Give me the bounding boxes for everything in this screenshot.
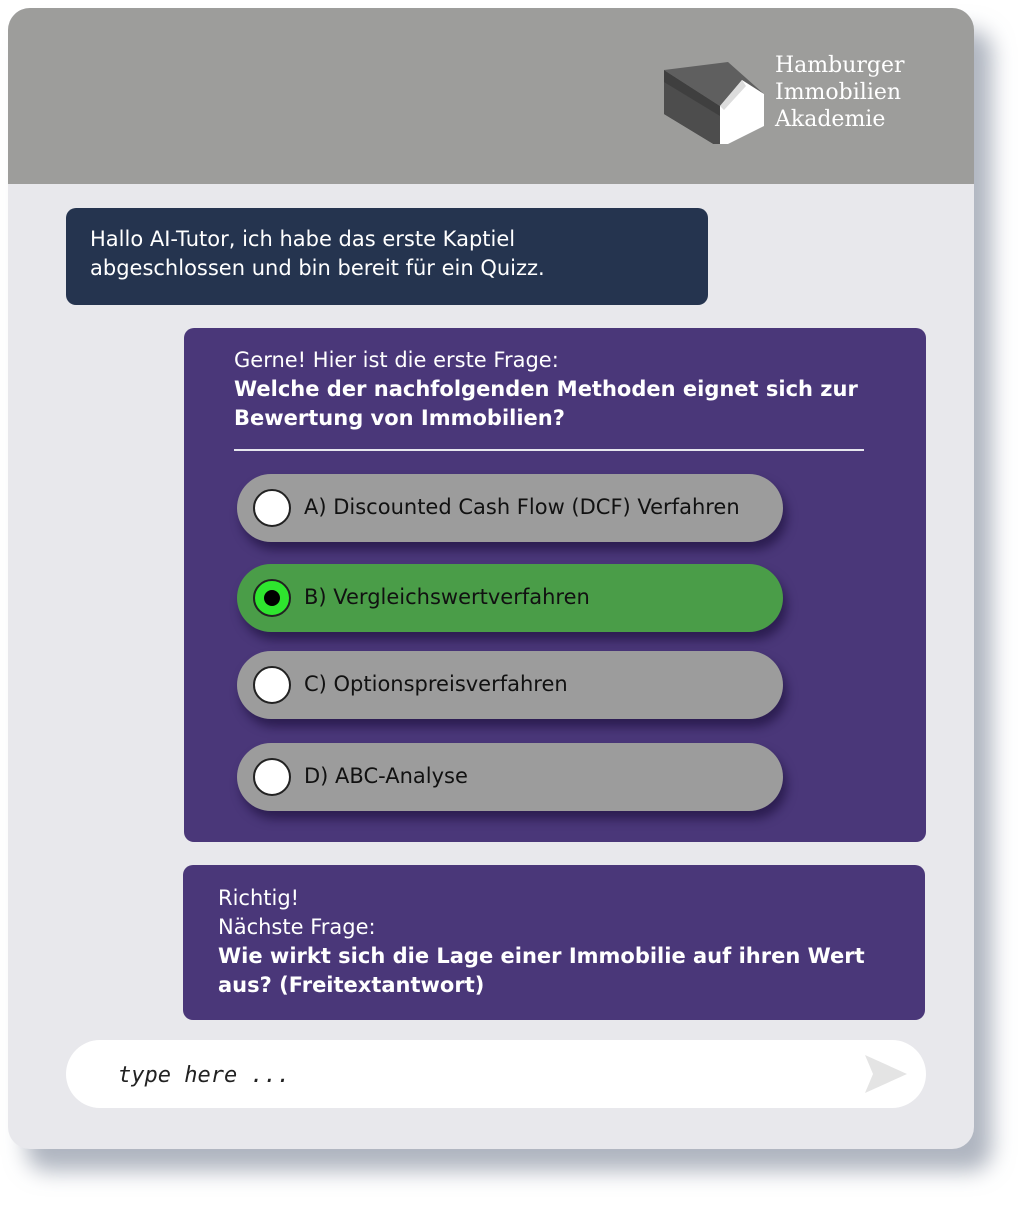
chat-window (8, 8, 974, 1149)
feedback-message-bubble (183, 865, 925, 1020)
next-question-line-2: aus? (Freitextantwort) (218, 973, 485, 997)
logo-line-3: Akademie (775, 107, 886, 132)
quiz-option-b[interactable] (237, 564, 783, 632)
logo-wordmark (775, 52, 905, 133)
quiz-message-bubble (184, 328, 926, 842)
radio-selected-dot (264, 590, 280, 606)
feedback-correct: Richtig! (218, 886, 300, 910)
user-message-line-1: Hallo AI-Tutor, ich habe das erste Kaptiel (90, 227, 516, 251)
quiz-option-c[interactable] (237, 651, 783, 719)
user-message-bubble (66, 208, 708, 305)
radio-button-a[interactable] (253, 489, 291, 527)
radio-button-b[interactable] (253, 579, 291, 617)
logo-line-2: Immobilien (775, 80, 902, 105)
quiz-option-c-label: C) Optionspreisverfahren (304, 672, 568, 696)
logo-line-1: Hamburger (775, 53, 905, 78)
header-bar (8, 8, 974, 184)
quiz-option-d-label: D) ABC-Analyse (304, 764, 468, 788)
message-input-bar (66, 1040, 926, 1108)
quiz-option-a[interactable] (237, 474, 783, 542)
quiz-option-d[interactable] (237, 743, 783, 811)
next-question-line-1: Wie wirkt sich die Lage einer Immobilie auf ihren Wert (218, 944, 865, 968)
quiz-question-line-2: Bewertung von Immobilien? (234, 406, 565, 430)
feedback-next-question-label: Nächste Frage: (218, 915, 376, 939)
radio-button-d[interactable] (253, 758, 291, 796)
quiz-divider (234, 449, 864, 451)
user-message-line-2: abgeschlossen und bin bereit für ein Quizz. (90, 256, 545, 280)
quiz-option-b-label: B) Vergleichswertverfahren (304, 585, 590, 609)
message-input[interactable] (116, 1057, 820, 1093)
radio-button-c[interactable] (253, 666, 291, 704)
send-arrow-icon[interactable] (863, 1053, 909, 1095)
quiz-intro: Gerne! Hier ist die erste Frage: (234, 348, 559, 372)
quiz-question-line-1: Welche der nachfolgenden Methoden eignet sich zur (234, 377, 858, 401)
house-icon (660, 50, 770, 144)
quiz-option-a-label: A) Discounted Cash Flow (DCF) Verfahren (304, 495, 740, 519)
